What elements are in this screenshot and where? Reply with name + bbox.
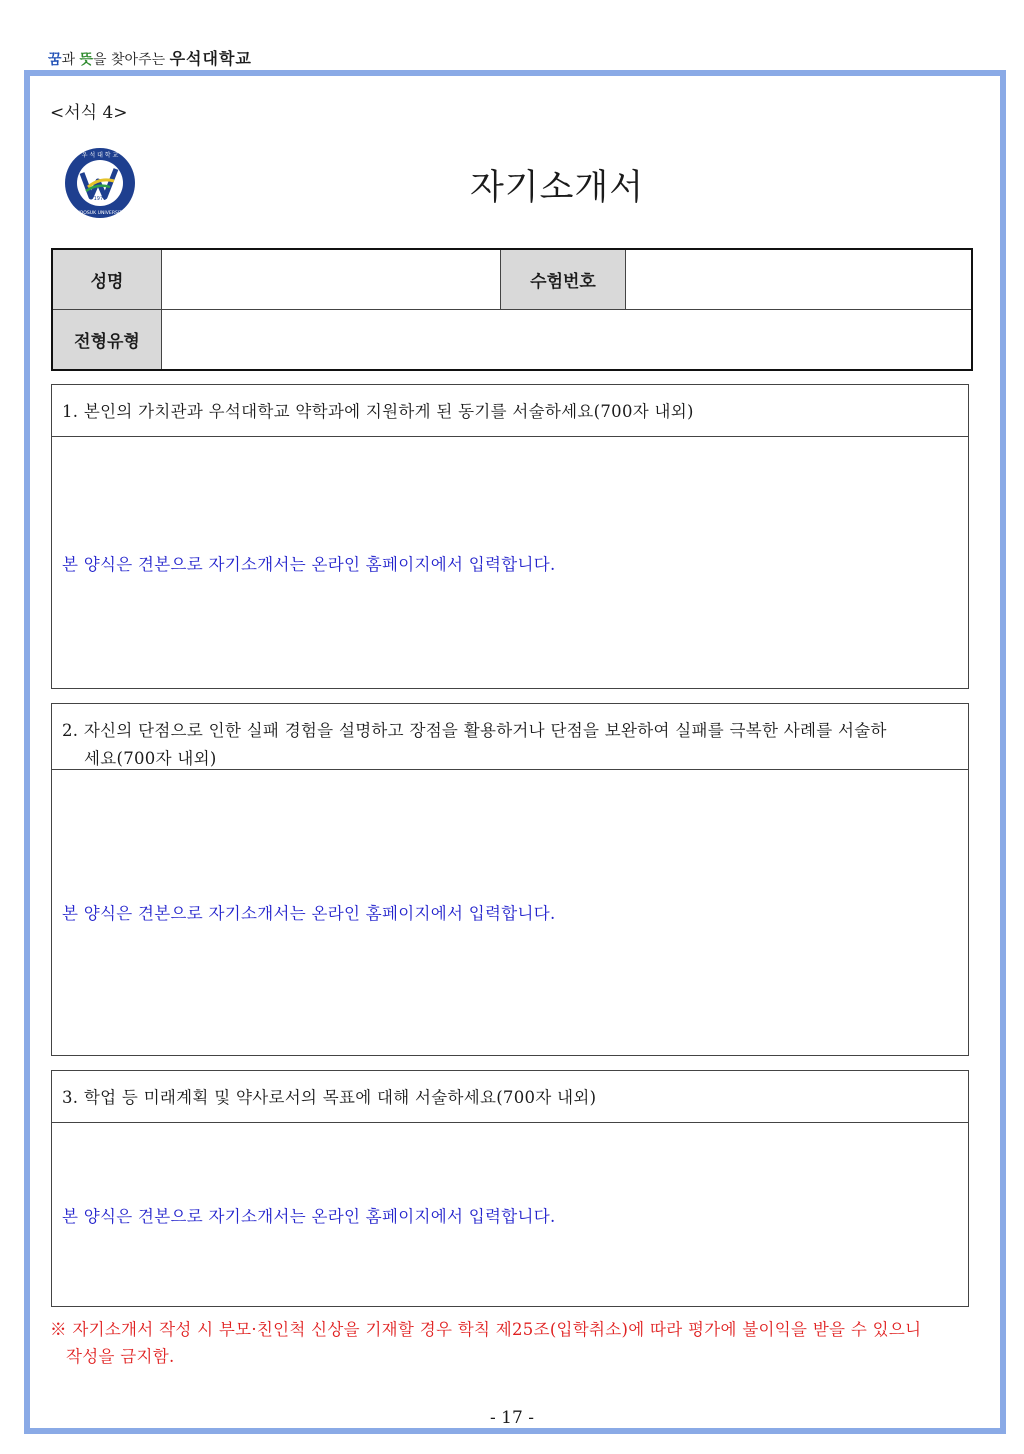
logo-english-name: WOOSUK UNIVERSITY — [75, 211, 125, 216]
warning-note — [50, 1316, 970, 1370]
question-2-text-line1: 2. 자신의 단점으로 인한 실패 경험을 설명하고 장점을 활용하거나 단점을 보완하여 실패를 극복한 사례를 서술하 — [62, 721, 887, 740]
header-connector-2: 을 찾아주는 — [93, 52, 170, 68]
question-box-3 — [51, 1070, 969, 1307]
name-field[interactable] — [162, 249, 501, 310]
question-2-text-line2: 세요(700자 내외) — [84, 749, 217, 768]
question-box-2 — [51, 703, 969, 1056]
sample-notice-3: 본 양식은 견본으로 자기소개서는 온라인 홈페이지에서 입력합니다. — [62, 1207, 556, 1226]
header-university-name: 우석대학교 — [169, 49, 252, 68]
header-connector-1: 과 — [61, 52, 80, 68]
question-prompt-1 — [52, 385, 968, 437]
exam-number-label: 수험번호 — [501, 249, 626, 310]
question-1-text: 1. 본인의 가치관과 우석대학교 약학과에 지원하게 된 동기를 서술하세요(700자 내외) — [62, 402, 694, 421]
answer-area-2[interactable] — [52, 770, 968, 1054]
header-word-will: 뜻 — [79, 52, 94, 68]
question-3-text: 3. 학업 등 미래계획 및 약사로서의 목표에 대해 서술하세요(700자 내외) — [62, 1088, 597, 1107]
sample-notice-1: 본 양식은 견본으로 자기소개서는 온라인 홈페이지에서 입력합니다. — [62, 555, 556, 574]
page-number: - 17 - — [490, 1408, 534, 1428]
sample-notice-2: 본 양식은 견본으로 자기소개서는 온라인 홈페이지에서 입력합니다. — [62, 904, 556, 923]
warning-line-1: ※ 자기소개서 작성 시 부모·친인척 신상을 기재할 경우 학칙 제25조(입학취소)에 따라 평가에 불이익을 받을 수 있으니 — [50, 1320, 922, 1339]
question-prompt-3 — [52, 1071, 968, 1123]
applicant-info-table — [51, 248, 973, 371]
logo-year: 1979 — [93, 196, 107, 202]
name-label: 성명 — [52, 249, 162, 310]
admission-type-field[interactable] — [162, 310, 973, 371]
answer-area-1[interactable] — [52, 437, 968, 687]
running-header — [48, 46, 252, 69]
warning-line-2: 작성을 금지함. — [66, 1347, 175, 1366]
exam-number-field[interactable] — [626, 249, 973, 310]
header-word-dream: 꿈 — [48, 52, 62, 68]
university-logo — [64, 147, 136, 219]
answer-area-3[interactable] — [52, 1123, 968, 1305]
admission-type-label: 전형유형 — [52, 310, 162, 371]
form-code: <서식 4> — [50, 103, 128, 123]
logo-korean-name: 우 석 대 학 교 — [81, 152, 119, 159]
document-title: 자기소개서 — [470, 168, 645, 208]
question-prompt-2 — [52, 704, 968, 770]
question-box-1 — [51, 384, 969, 689]
